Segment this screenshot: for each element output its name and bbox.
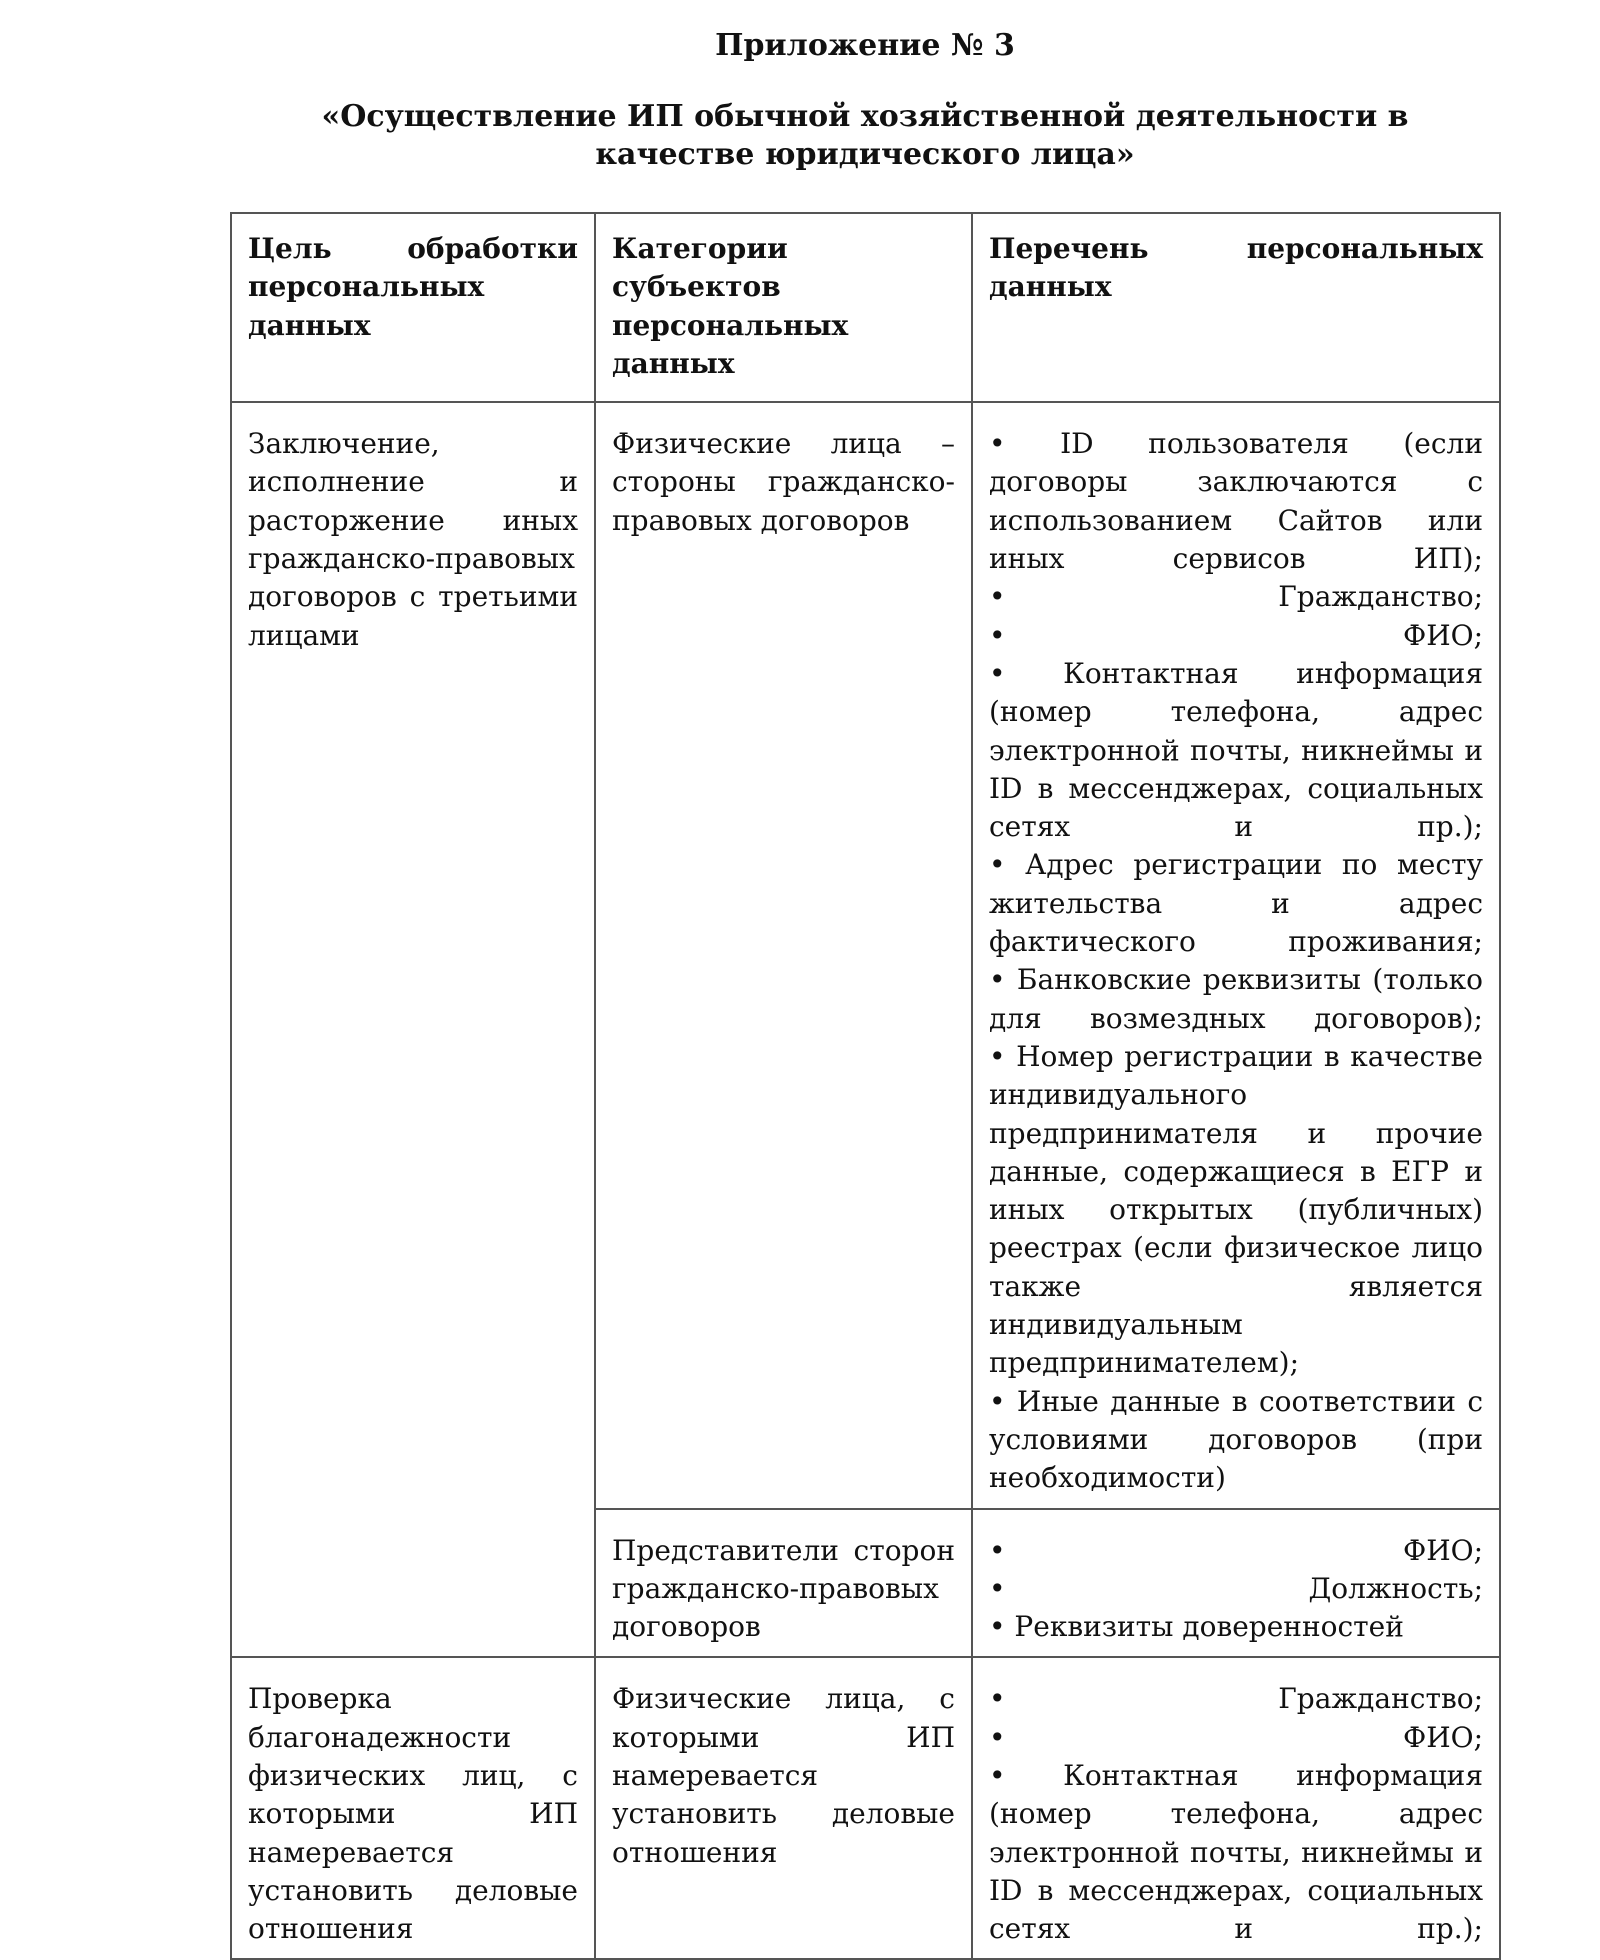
column-header-purpose: Цель обработки персональных данных <box>231 213 595 402</box>
purpose-cell: Заключение, исполнение и расторжение иных гражданско-правовых договоров с третьими лицами <box>231 402 595 1657</box>
data-list-cell <box>972 1509 1500 1658</box>
list-item: • Иные данные в соответствии с условиями договоров (при необходимости) <box>989 1384 1483 1495</box>
list-item: • Адрес регистрации по месту жительства и адрес фактического проживания; <box>989 848 1483 959</box>
category-cell: Физические лица, с которыми ИП намеревается установить деловые отношения <box>595 1657 972 1959</box>
column-header-data-list: Перечень персональных данных <box>972 213 1500 402</box>
list-item: • Должность; <box>989 1571 1483 1605</box>
appendix-title: Приложение № 3 <box>715 28 1015 63</box>
list-item: • Банковские реквизиты (только для возмездных договоров); <box>989 963 1483 1035</box>
table-row <box>231 402 1500 1508</box>
list-item: • Номер регистрации в качестве индивидуального предпринимателя и прочие данные, содержащиеся в ЕГР и иных открытых (публичных) реестрах (если физическое лицо также является индивидуальным предпринимателем); <box>989 1039 1483 1380</box>
list-item: • Гражданство; <box>989 1682 1483 1716</box>
data-list-cell <box>972 402 1500 1508</box>
purpose-cell: Проверка благонадежности физических лиц, с которыми ИП намеревается установить деловые отношения <box>231 1657 595 1959</box>
list-item: • ФИО; <box>989 1533 1483 1567</box>
list-item: • Гражданство; <box>989 580 1483 614</box>
list-item: • Контактная информация (номер телефона, адрес электронной почты, никнеймы и ID в мессенджерах, социальных сетях и пр.); <box>989 1758 1483 1946</box>
personal-data-table <box>230 212 1501 1960</box>
table-row <box>231 1657 1500 1959</box>
category-cell: Представители сторон гражданско-правовых договоров <box>595 1509 972 1658</box>
category-cell: Физические лица – стороны гражданско-правовых договоров <box>595 402 972 1508</box>
list-item: • ФИО; <box>989 1720 1483 1754</box>
list-item: • Контактная информация (номер телефона, адрес электронной почты, никнеймы и ID в мессенджерах, социальных сетях и пр.); <box>989 656 1483 844</box>
list-item: • ID пользователя (если договоры заключаются с использованием Сайтов или иных сервисов ИП); <box>989 427 1483 576</box>
list-item: • ФИО; <box>989 618 1483 652</box>
column-header-categories: Категории субъектов персональных данных <box>595 213 972 402</box>
document-title: «Осуществление ИП обычной хозяйственной деятельности в качестве юридического лица» <box>321 99 1409 172</box>
list-item: • Реквизиты доверенностей <box>989 1610 1404 1644</box>
table-header-row <box>231 213 1500 402</box>
data-list-cell <box>972 1657 1500 1959</box>
